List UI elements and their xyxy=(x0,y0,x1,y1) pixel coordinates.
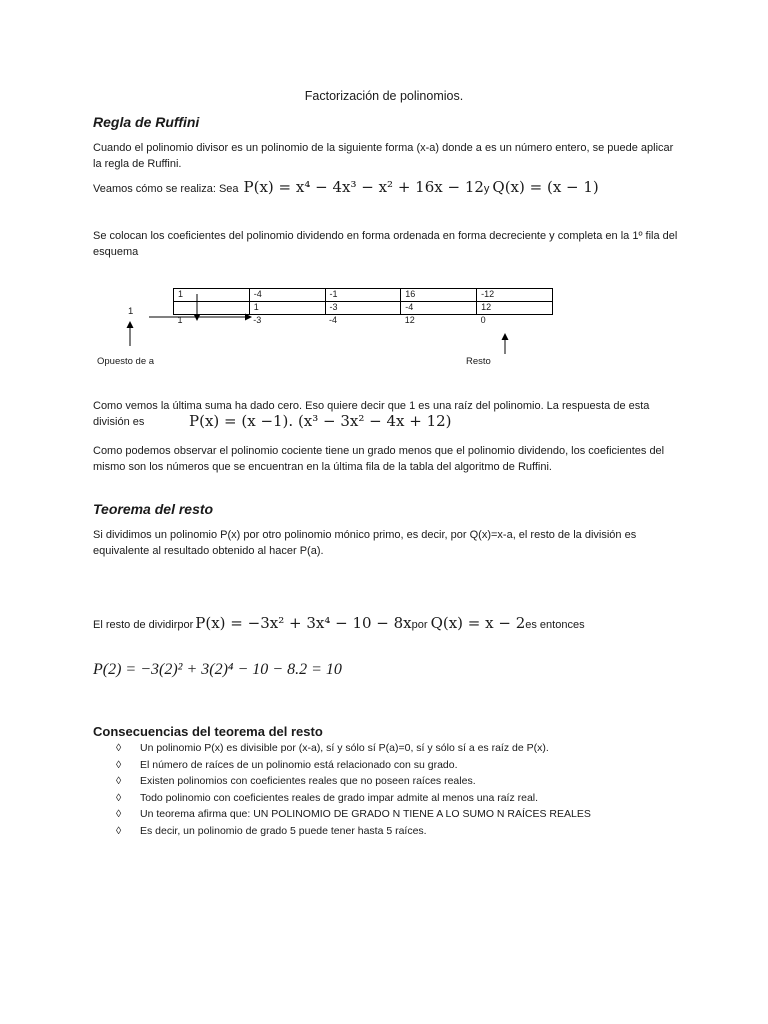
list-item: ◊ El número de raíces de un polinomio está relacionado con su grado. xyxy=(116,757,676,774)
ruffini-divisor: 1 xyxy=(128,306,134,317)
ruffini-example-line xyxy=(93,178,599,196)
table-cell: -3 xyxy=(325,302,401,315)
table-cell: -3 xyxy=(249,315,325,328)
table-cell: -4 xyxy=(249,289,325,302)
resto-text: Si dividimos un polinomio P(x) por otro polinomio mónico primo, es decir, por Q(x)=x-a, el resto de la división es equivalente al resultado obtenido al hacer P(a). xyxy=(93,529,637,557)
list-item: ◊ Todo polinomio con coeficientes reales de grado impar admite al menos una raíz real. xyxy=(116,790,676,807)
diamond-bullet-icon: ◊ xyxy=(116,775,122,787)
ruffini-result-sentence: Como vemos la última suma ha dado cero. Eso quiere decir que 1 es una raíz del polinomio. La respuesta de esta división es xyxy=(93,400,650,428)
ruffini-placement: Se colocan los coeficientes del polinomio dividendo en forma ordenada en forma decreciente y completa en la 1º fila del esquema xyxy=(93,230,678,258)
document-title: Factorización de polinomios. xyxy=(304,89,464,103)
table-cell: 1 xyxy=(249,302,325,315)
list-item: ◊ Un polinomio P(x) es divisible por (x-a), sí y sólo sí P(a)=0, sí y sólo sí a es raíz de P(x). xyxy=(116,740,676,757)
list-item: ◊ Un teorema afirma que: UN POLINOMIO DE GRADO N TIENE A LO SUMO N RAÍCES REALES xyxy=(116,806,676,823)
label-resto: Resto xyxy=(466,356,491,367)
resto-example-line xyxy=(93,614,585,632)
ruffini-example-connector: y xyxy=(483,183,490,195)
list-item: ◊ Existen polinomios con coeficientes reales que no poseen raíces reales. xyxy=(116,773,676,790)
resto-example-mid: por xyxy=(411,619,428,631)
ruffini-heading: Regla de Ruffini xyxy=(93,114,200,130)
ruffini-example-q: Q(x) = (x − 1) xyxy=(492,178,599,196)
diamond-bullet-icon: ◊ xyxy=(116,758,122,771)
resto-evaluation: P(2) = −3(2)² + 3(2)⁴ − 10 − 8.2 = 10 xyxy=(93,661,342,678)
table-cell: 12 xyxy=(401,315,477,328)
resto-example-q: Q(x) = x − 2 xyxy=(430,614,526,632)
consecuencias-heading: Consecuencias del teorema del resto xyxy=(93,724,323,739)
diamond-bullet-icon: ◊ xyxy=(116,791,122,804)
ruffini-quotient-text: Como podemos observar el polinomio cociente tiene un grado menos que el polinomio dividendo, los coeficientes del mismo son los números que se encuentran en la última fila de la tabla del algoritmo de Ruffini. xyxy=(93,445,665,473)
ruffini-result-formula: P(x) = (x −1). (x³ − 3x² − 4x + 12) xyxy=(189,412,452,430)
resto-example-suffix: es entonces xyxy=(525,619,585,631)
list-item: ◊ Es decir, un polinomio de grado 5 puede tener hasta 5 raíces. xyxy=(116,823,676,840)
diamond-bullet-icon: ◊ xyxy=(116,808,122,820)
ruffini-example-prefix: Veamos cómo se realiza: Sea xyxy=(93,183,239,195)
ruffini-example-p: P(x) = x⁴ − 4x³ − x² + 16x − 12 xyxy=(243,178,484,196)
table-cell: 1 xyxy=(174,315,250,328)
diamond-bullet-icon: ◊ xyxy=(116,824,122,837)
table-cell: -12 xyxy=(477,289,553,302)
table-cell: -1 xyxy=(325,289,401,302)
table-cell: 16 xyxy=(401,289,477,302)
resto-example-prefix: El resto de dividirpor xyxy=(93,619,194,631)
resto-example-p: P(x) = −3x² + 3x⁴ − 10 − 8x xyxy=(195,614,412,632)
table-cell: 12 xyxy=(477,302,553,315)
table-cell: -4 xyxy=(325,315,401,328)
resto-heading: Teorema del resto xyxy=(93,501,214,517)
diamond-bullet-icon: ◊ xyxy=(116,742,122,754)
table-cell: 0 xyxy=(477,315,553,328)
label-opuesto: Opuesto de a xyxy=(97,356,155,367)
consecuencias-list xyxy=(116,740,676,839)
ruffini-intro: Cuando el polinomio divisor es un polinomio de la siguiente forma (x-a) donde a es un número entero, se puede aplicar la regla de Ruffini. xyxy=(93,142,674,170)
table-cell: 1 xyxy=(174,289,250,302)
ruffini-scheme xyxy=(93,286,553,376)
table-cell: -4 xyxy=(401,302,477,315)
